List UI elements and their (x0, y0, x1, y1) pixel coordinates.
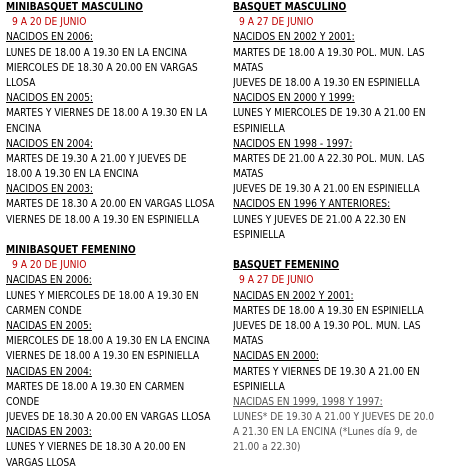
group-heading: NACIDAS EN 2006: (6, 275, 92, 287)
section-title: BASQUET FEMENINO (233, 260, 340, 272)
schedule-line: MARTES DE 18.00 A 19.30 EN ESPINIELLA (233, 305, 424, 317)
group-heading: NACIDOS EN 1996 Y ANTERIORES: (233, 199, 391, 211)
group-heading: NACIDOS EN 2006: (6, 32, 94, 44)
group-heading: NACIDAS EN 2000: (233, 351, 319, 363)
section-gap (6, 228, 228, 243)
schedule-line: MATAS (233, 336, 264, 348)
group-heading: NACIDOS EN 1998 - 1997: (233, 138, 353, 150)
schedule-line: LUNES Y MIERCOLES DE 18.00 A 19.30 EN (6, 290, 199, 302)
group-heading: NACIDOS EN 2000 Y 1999: (233, 93, 355, 105)
section-dates: 9 A 27 DE JUNIO (239, 275, 314, 287)
schedule-line: CARMEN CONDE (6, 305, 82, 317)
group-heading: NACIDAS EN 2002 Y 2001: (233, 290, 354, 302)
schedule-line: JUEVES DE 18.00 A 19.30 EN ESPINIELLA (233, 77, 420, 89)
schedule-line: ESPINIELLA (233, 229, 285, 241)
schedule-line: MARTES DE 21.00 A 22.30 POL. MUN. LAS (233, 153, 425, 165)
schedule-line: LUNES Y MIERCOLES DE 19.30 A 21.00 EN (233, 108, 426, 120)
group-heading: NACIDOS EN 2004: (6, 138, 94, 150)
group-heading: NACIDAS EN 2005: (6, 320, 92, 332)
schedule-line: LUNES Y VIERNES DE 18.30 A 20.00 EN (6, 442, 186, 454)
group-heading: NACIDAS EN 2003: (6, 427, 92, 439)
schedule-line: ENCINA (6, 123, 41, 135)
section-gap (233, 243, 448, 258)
schedule-line: ESPINIELLA (233, 123, 285, 135)
schedule-line: MARTES Y VIERNES DE 18.00 A 19.30 EN LA (6, 108, 208, 120)
schedule-line: VIERNES DE 18.00 A 19.30 EN ESPINIELLA (6, 214, 200, 226)
section-dates: 9 A 20 DE JUNIO (12, 17, 87, 29)
schedule-line: JUEVES DE 19.30 A 21.00 EN ESPINIELLA (233, 184, 420, 196)
group-heading: NACIDOS EN 2002 Y 2001: (233, 32, 355, 44)
schedule-line: MARTES Y VIERNES DE 19.30 A 21.00 EN (233, 366, 420, 378)
schedule-line: MARTES DE 19.30 A 21.00 Y JUEVES DE (6, 153, 187, 165)
section-title: MINIBASQUET FEMENINO (6, 245, 136, 256)
schedule-line: MIERCOLES DE 18.00 A 19.30 EN LA ENCINA (6, 336, 210, 348)
schedule-line: MATAS (233, 62, 264, 74)
schedule-line: 18.00 A 19.30 EN LA ENCINA (6, 169, 139, 181)
schedule-line: MATAS (233, 169, 264, 181)
right-column (233, 0, 448, 456)
group-heading: NACIDOS EN 2005: (6, 93, 94, 105)
group-heading: NACIDOS EN 2003: (6, 184, 94, 196)
schedule-line: ESPINIELLA (233, 381, 285, 393)
schedule-line: MIERCOLES DE 18.30 A 20.00 EN VARGAS (6, 62, 198, 74)
schedule-line: JUEVES DE 18.30 A 20.00 EN VARGAS LLOSA (6, 412, 211, 424)
left-column (6, 0, 228, 471)
section-title: MINIBASQUET MASCULINO (6, 2, 143, 13)
schedule-line: LLOSA (6, 77, 36, 89)
schedule-line: JUEVES DE 18.00 A 19.30 POL. MUN. LAS (233, 320, 421, 332)
group-heading: NACIDAS EN 1999, 1998 Y 1997: (233, 396, 383, 408)
schedule-line: MARTES DE 18.00 A 19.30 POL. MUN. LAS (233, 47, 425, 59)
schedule-line: CONDE (6, 396, 40, 408)
group-heading: NACIDAS EN 2004: (6, 366, 92, 378)
schedule-line: LUNES* DE 19.30 A 21.00 Y JUEVES DE 20.0 (233, 412, 435, 424)
section-title: BASQUET MASCULINO (233, 2, 347, 13)
schedule-line: 21.00 a 22.30) (233, 442, 301, 454)
schedule-line: MARTES DE 18.00 A 19.30 EN CARMEN (6, 381, 185, 393)
schedule-line: MARTES DE 18.30 A 20.00 EN VARGAS LLOSA (6, 199, 215, 211)
schedule-line: LUNES DE 18.00 A 19.30 EN LA ENCINA (6, 47, 187, 59)
schedule-line: LUNES Y JUEVES DE 21.00 A 22.30 EN (233, 214, 407, 226)
section-dates: 9 A 20 DE JUNIO (12, 260, 87, 272)
schedule-line: VIERNES DE 18.00 A 19.30 EN ESPINIELLA (6, 351, 200, 363)
section-dates: 9 A 27 DE JUNIO (239, 17, 314, 29)
schedule-line: VARGAS LLOSA (6, 457, 76, 469)
schedule-line: A 21.30 EN LA ENCINA (*Lunes día 9, de (233, 427, 418, 439)
